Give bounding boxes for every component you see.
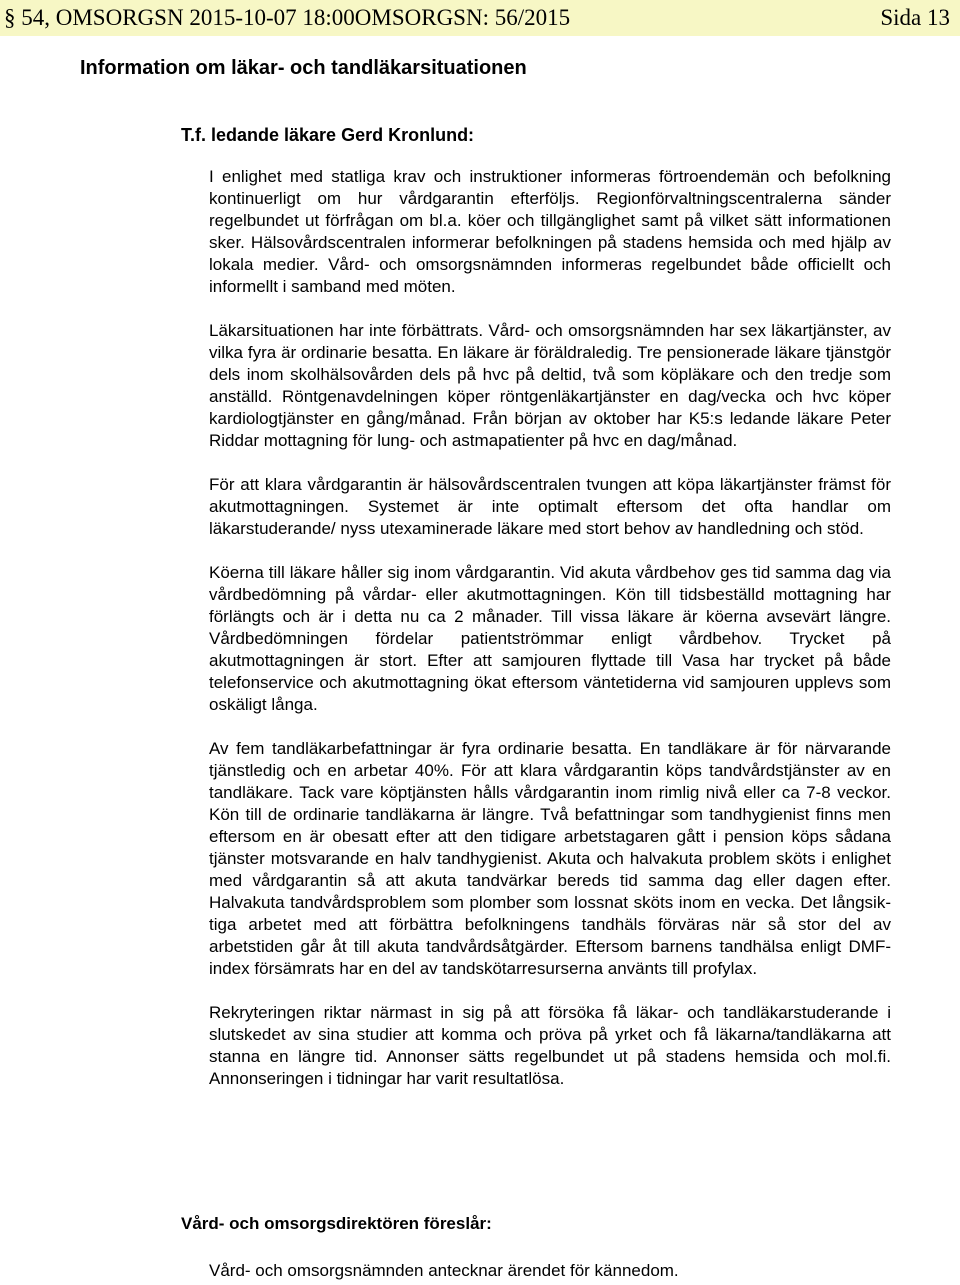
page-title: Information om läkar- och tandläkarsituationen [80, 57, 527, 79]
meeting-reference: § 54, OMSORGSN 2015-10-07 18:00OMSORGSN: 56/2015 [4, 5, 571, 30]
page-number: Sida 13 [880, 5, 950, 30]
paragraph-dental-situation: Av fem tandläkarbefattningar är fyra ordinarie besatta. En tandläkare är för närvarande tjänstledig och en arbetar 40%. För att klara vårdgarantin köps tandvårdstjänster av en tandläkare. Tack vare köptjänsten hålls vårdgarantin inom rimlig nivå eller ca 7-8 veckor. Kön till de ordinarie tandläkarna är längre. Två befattningar som tandhygienist finns men eftersom en är obesatt efter att den tidigare arbetstagaren gått i pension köps sådana tjänster motsvarande en halv tandhygienist. Akuta och halvakuta problem sköts i enlighet med vårdgarantin så att akuta tandvärkar bereds tid samma dag eller dagen efter. Halvakuta tandvårdsproblem som plomber som lossnat sköts inom en vecka. Det långsiktiga arbetet med att förbättra befolkningens tandhäls förväras när så stor del av arbetstiden går åt till akuta tandvårdsåtgärder. Eftersom barnens tandhälsa enligt DMF-index försämrats har en del av tandskötarresurserna använts till profylax. [209, 739, 891, 978]
proposal-text: Vård- och omsorgsnämnden antecknar ärendet för kännedom. [209, 1261, 679, 1280]
page-header [0, 0, 960, 36]
paragraph-purchased-services: För att klara vårdgarantin är hälsovårdscentralen tvungen att köpa läkartjänster främst för akutmottagningen. Systemet är inte optimalt eftersom det ofta handlar om läkarstuderande/ nyss utexaminerade läkare med stort behov av handledning och stöd. [209, 475, 891, 538]
speaker-heading: T.f. ledande läkare Gerd Kronlund: [181, 125, 475, 145]
proposal-heading: Vård- och omsorgsdirektören föreslår: [181, 1214, 492, 1233]
report-body [209, 166, 891, 1090]
paragraph-information: I enlighet med statliga krav och instruktioner informeras förtroendemän och befolkning kontinuerligt om hur vårdgarantin efterföljs. Regionförvaltningscentralerna sänder regelbundet ut förfrågan om bl.a. köer och tillgänglighet samt på vilket sätt informationen sker. Hälsovårdscentralen informerar befolkningen på stadens hemsida och med hjälp av lokala medier. Vård- och omsorgsnämnden informeras regelbundet både officiellt och informellt i samband med möten. [209, 167, 891, 296]
paragraph-doctor-situation: Läkarsituationen har inte förbättrats. Vård- och omsorgsnämnden har sex läkartjänster, av vilka fyra är ordinarie besatta. En läkare är föräldraledig. Tre pensionerade läkare tjänstgör dels inom skolhälsovården dels på hvc på deltid, två som köpläkare och den tredje som anställd. Röntgenavdelningen köper röntgenläkartjänster en dag/vecka och hvc köper kardiologtjänster en gång/månad. Från början av oktober har K5:s ledande läkare Peter Riddar mottagning för lung- och astmapatienter på hvc en dag/månad. [209, 321, 891, 450]
paragraph-recruitment: Rekryteringen riktar närmast in sig på att försöka få läkar- och tandläkarstuderande i slutskedet av sina studier att komma och pröva på yrket och få läkarna/tandläkarna att stanna en längre tid. Annonser sätts regelbundet ut på stadens hemsida och mol.fi. Annonseringen i tidningar har varit resultatlösa. [209, 1003, 891, 1088]
paragraph-queues: Köerna till läkare håller sig inom vårdgarantin. Vid akuta vårdbehov ges tid samma dag via vårdbedömning på vårdar- eller akutmottagningen. Kön till tidsbeställd mottagning har förlängts och är i detta nu ca 2 månader. Till vissa läkare är köerna avsevärt längre. Vårdbedömningen fördelar patientströmmar enligt vårdbehov. Trycket på akutmottagningen är stort. Efter att samjouren flyttade till Vasa har trycket på både telefonservice och akutmottagning ökat eftersom väntetiderna vid samjouren upplevs som oskäligt långa. [209, 563, 891, 714]
